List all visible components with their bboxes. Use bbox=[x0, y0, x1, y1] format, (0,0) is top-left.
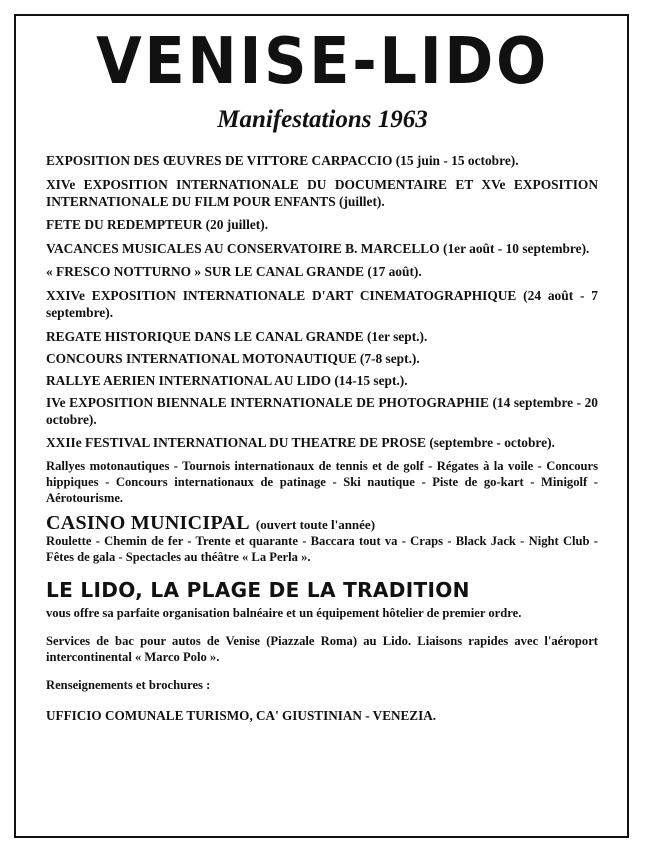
info-label: Renseignements et brochures : bbox=[46, 677, 211, 692]
event-item: XXIIe FESTIVAL INTERNATIONAL DU THEATRE DE PROSE (septembre - octobre). bbox=[46, 435, 555, 451]
event-item: CONCOURS INTERNATIONAL MOTONAUTIQUE (7-8 sept.). bbox=[46, 350, 420, 366]
poster-subtitle: Manifestations 1963 bbox=[217, 106, 428, 133]
poster-title: VENISE-LIDO bbox=[96, 25, 549, 99]
event-item: RALLYE AERIEN INTERNATIONAL AU LIDO (14-15 sept.). bbox=[46, 372, 408, 388]
contact-address: UFFICIO COMUNALE TURISMO, CA' GIUSTINIAN - VENEZIA. bbox=[46, 707, 437, 723]
event-item: XXIVe EXPOSITION INTERNATIONALE D'ART CINEMATOGRAPHIQUE (24 août - 7 septembre). bbox=[46, 287, 598, 320]
lido-heading: LE LIDO, LA PLAGE DE LA TRADITION bbox=[46, 577, 470, 602]
event-item: XIVe EXPOSITION INTERNATIONALE DU DOCUMENTAIRE ET XVe EXPOSITION INTERNATIONALE DU FILM POUR ENFANTS (juillet). bbox=[46, 176, 598, 209]
casino-note: (ouvert toute l'année) bbox=[255, 516, 376, 532]
lido-intro: vous offre sa parfaite organisation balnéaire et un équipement hôtelier de premier ordre. bbox=[46, 605, 522, 620]
casino-games: Roulette - Chemin de fer - Trente et quarante - Baccara tout va - Craps - Black Jack - Night Club - Fêtes de gala - Spectacles au théâtre « La Perla ». bbox=[46, 533, 598, 564]
event-item: FETE DU REDEMPTEUR (20 juillet). bbox=[46, 217, 269, 233]
lido-services: Services de bac pour autos de Venise (Piazzale Roma) au Lido. Liaisons rapides avec l'aéroport intercontinental « Marco Polo ». bbox=[46, 633, 598, 664]
casino-title: CASINO MUNICIPAL bbox=[46, 511, 250, 534]
event-item: « FRESCO NOTTURNO » SUR LE CANAL GRANDE (17 août). bbox=[46, 264, 422, 280]
poster-content bbox=[46, 152, 598, 724]
sports-activities: Rallyes motonautiques - Tournois internationaux de tennis et de golf - Régates à la voile - Concours hippiques - Concours internationaux de patinage - Ski nautique - Piste de go-kart - Minigolf - Aérotourisme. bbox=[46, 458, 598, 505]
event-item: EXPOSITION DES ŒUVRES DE VITTORE CARPACCIO (15 juin - 15 octobre). bbox=[46, 153, 519, 168]
event-item: REGATE HISTORIQUE DANS LE CANAL GRANDE (1er sept.). bbox=[46, 328, 428, 344]
casino-header bbox=[46, 511, 598, 534]
event-item: IVe EXPOSITION BIENNALE INTERNATIONALE DE PHOTOGRAPHIE (14 septembre - 20 octobre). bbox=[46, 394, 598, 427]
event-item: VACANCES MUSICALES AU CONSERVATOIRE B. MARCELLO (1er août - 10 septembre). bbox=[46, 240, 590, 256]
